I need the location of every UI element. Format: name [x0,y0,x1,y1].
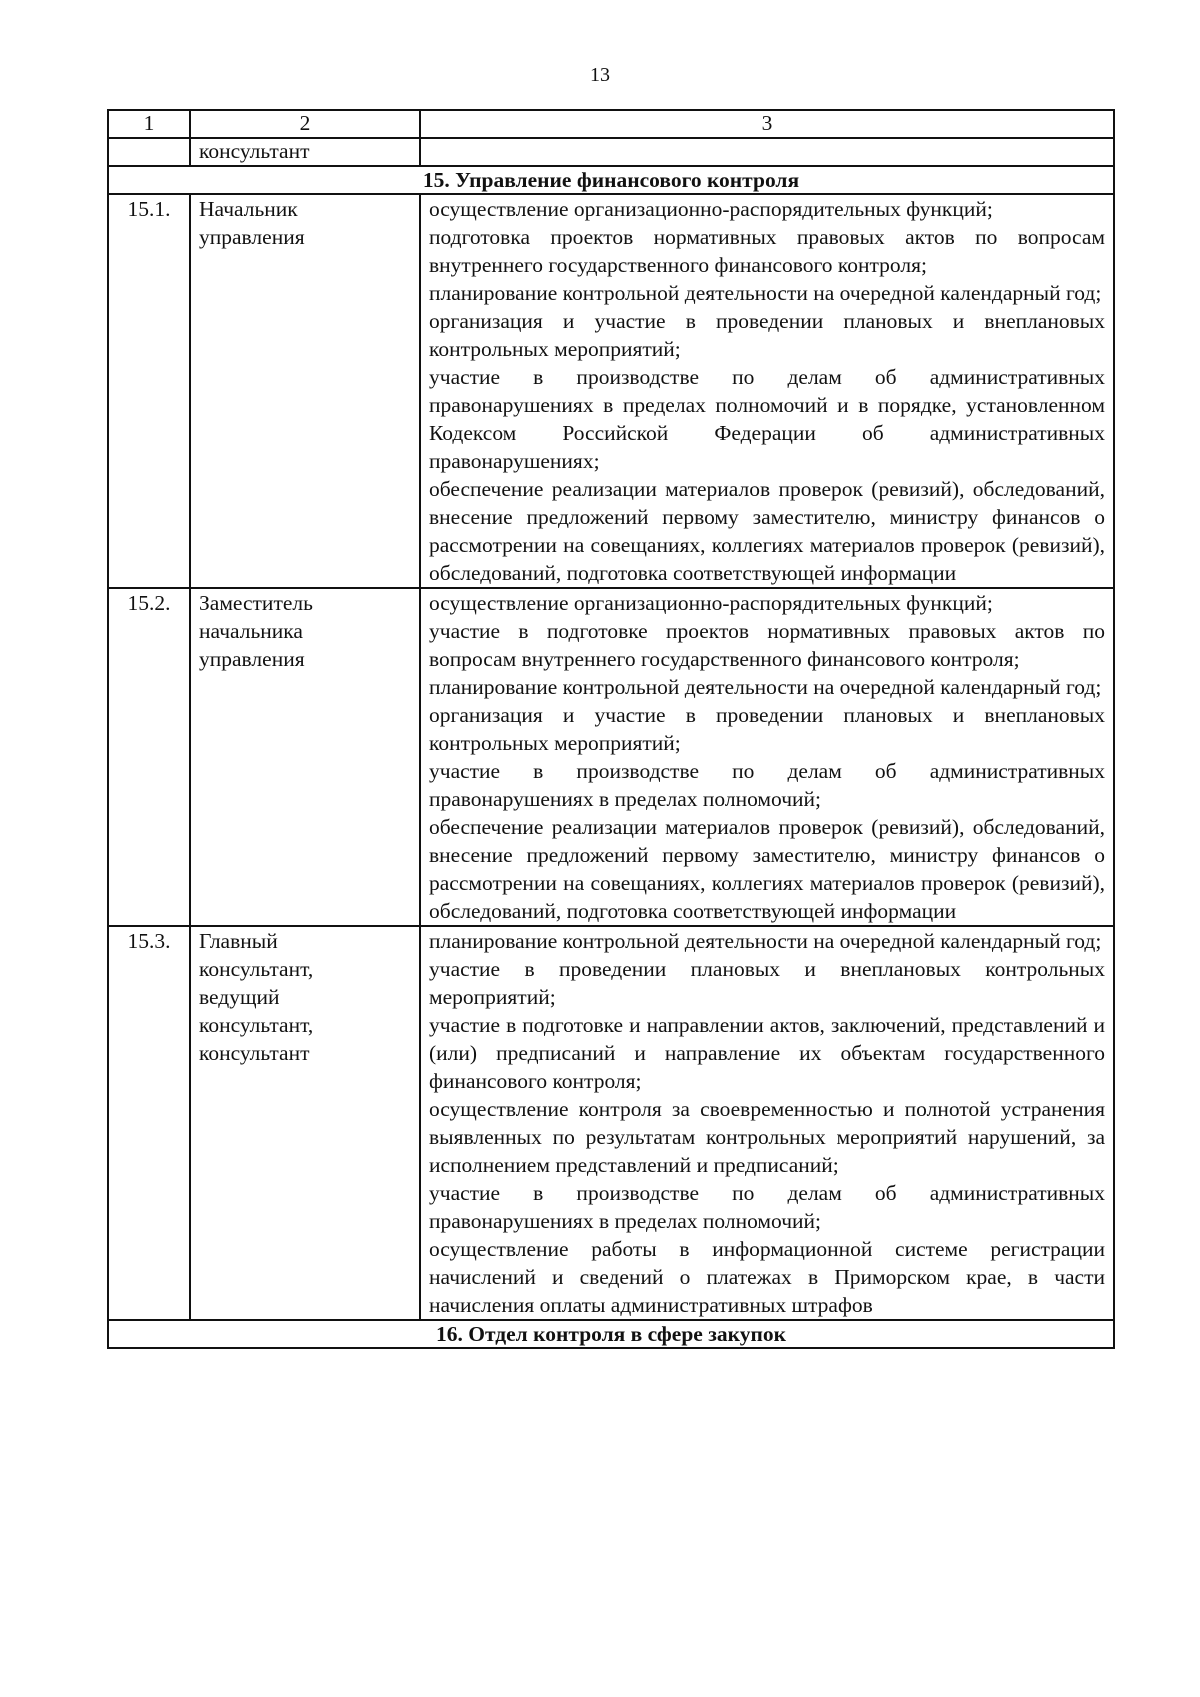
duty-item: организация и участие в проведении плановых и внеплановых контрольных мероприятий; [429,309,1105,361]
duty-item: подготовка проектов нормативных правовых актов по вопросам внутреннего государственного финансового контроля; [429,225,1105,277]
duty-item: участие в производстве по делам об административных правонарушениях в пределах полномочий; [429,759,1105,811]
duty-item: осуществление организационно-распорядительных функций; [429,591,993,615]
duty-item: участие в подготовке и направлении актов, заключений, представлений и (или) предписаний и направление их объектам государственного финансового контроля; [429,1013,1105,1093]
duty-item: организация и участие в проведении плановых и внеплановых контрольных мероприятий; [429,703,1105,755]
continuation-duties [420,138,1114,166]
table-row [108,194,1114,588]
duty-item: обеспечение реализации материалов проверок (ревизий), обследований, внесение предложений первому заместителю, министру финансов о рассмотрении на совещаниях, коллегиях материалов проверок (ревизий), обследований, подготовка соответствующей информации [429,477,1105,585]
row-duties [420,926,1114,1320]
duty-item: осуществление работы в информационной системе регистрации начислений и сведений о платежах в Приморском крае, в части начисления оплаты административных штрафов [429,1237,1105,1317]
section-title: 15. Управление финансового контроля [108,166,1114,194]
row-position: Начальник управления [190,194,420,588]
table-row [108,926,1114,1320]
row-number: 15.3. [108,926,190,1320]
section-title: 16. Отдел контроля в сфере закупок [108,1320,1114,1348]
section-row [108,1320,1114,1348]
duty-item: участие в проведении плановых и внеплановых контрольных мероприятий; [429,957,1105,1009]
page-number: 13 [590,64,610,86]
duty-item: осуществление контроля за своевременностью и полнотой устранения выявленных по результатам контрольных мероприятий нарушений, за исполнением представлений и предписаний; [429,1097,1105,1177]
duty-item: участие в подготовке проектов нормативных правовых актов по вопросам внутреннего государственного финансового контроля; [429,619,1105,671]
row-duties [420,588,1114,926]
continuation-row [108,138,1114,166]
duty-item: обеспечение реализации материалов проверок (ревизий), обследований, внесение предложений первому заместителю, министру финансов о рассмотрении на совещаниях, коллегиях материалов проверок (ревизий), обследований, подготовка соответствующей информации [429,815,1105,923]
header-col-2: 2 [190,110,420,138]
header-col-3: 3 [420,110,1114,138]
row-number: 15.2. [108,588,190,926]
section-row [108,166,1114,194]
continuation-position: консультант [190,138,420,166]
table-row [108,588,1114,926]
row-duties [420,194,1114,588]
duty-item: осуществление организационно-распорядительных функций; [429,197,993,221]
row-position: Заместитель начальника управления [190,588,420,926]
continuation-num [108,138,190,166]
header-col-1: 1 [108,110,190,138]
row-position: Главный консультант, ведущий консультант, консультант [190,926,420,1320]
duty-item: планирование контрольной деятельности на очередной календарный год; [429,281,1102,305]
duty-item: планирование контрольной деятельности на очередной календарный год; [429,929,1102,953]
duty-item: участие в производстве по делам об административных правонарушениях в пределах полномочий и в порядке, установленном Кодексом Российской Федерации об административных правонарушениях; [429,365,1105,473]
duty-item: участие в производстве по делам об административных правонарушениях в пределах полномочий; [429,1181,1105,1233]
row-number: 15.1. [108,194,190,588]
duty-item: планирование контрольной деятельности на очередной календарный год; [429,675,1102,699]
table-header-row [108,110,1114,138]
positions-table [107,109,1115,1349]
